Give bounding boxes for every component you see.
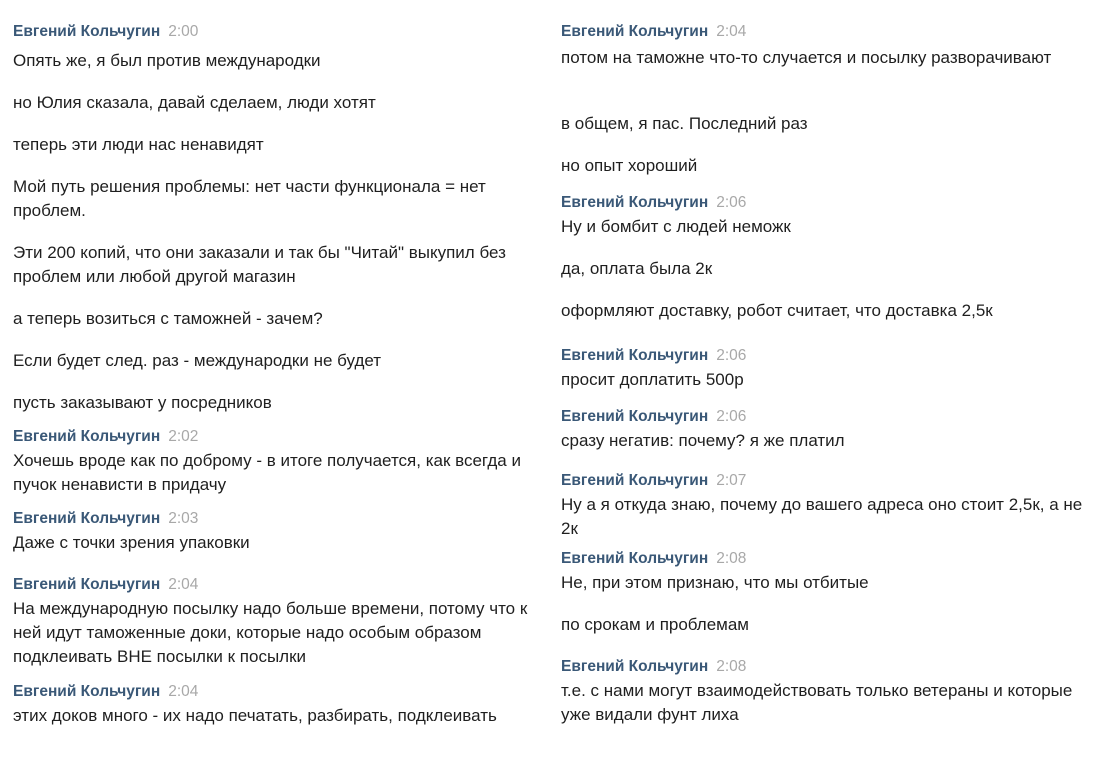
message-time[interactable]: 2:06 [716,347,747,364]
author-name[interactable]: Евгений Кольчугин [561,658,709,675]
author-name[interactable]: Евгений Кольчугин [561,550,709,567]
message-time[interactable]: 2:03 [168,510,199,527]
message-text: теперь эти люди нас ненавидят [13,135,264,154]
message-text: сразу негатив: почему? я же платил [561,431,845,450]
message-time[interactable]: 2:06 [716,408,747,425]
author-name[interactable]: Евгений Кольчугин [561,23,709,40]
message-time[interactable]: 2:04 [716,23,747,40]
message-text: Хочешь вроде как по доброму - в итоге получается, как всегда и пучок ненависти в придачу [13,451,521,494]
message-time[interactable]: 2:08 [716,658,747,675]
message-text: Мой путь решения проблемы: нет части функционала = нет проблем. [13,177,486,220]
message-text: в общем, я пас. Последний раз [561,114,808,133]
message-text: оформляют доставку, робот считает, что доставка 2,5к [561,301,993,320]
message-time[interactable]: 2:00 [168,23,199,40]
message-time[interactable]: 2:08 [716,550,747,567]
message-time[interactable]: 2:06 [716,194,747,211]
message-text: просит доплатить 500р [561,370,744,389]
message-text: но опыт хороший [561,156,698,175]
message-text: Опять же, я был против международки [13,51,321,70]
message-text: т.е. с нами могут взаимодействовать только ветераны и которые уже видали фунт лиха [561,681,1073,724]
message-text: да, оплата была 2к [561,259,713,278]
message-text: этих доков много - их надо печатать, разбирать, подклеивать [13,706,497,725]
message-text: На международную посылку надо больше времени, потому что к ней идут таможенные доки, которые надо особым образом подклеивать ВНЕ посылки к посылки [13,599,528,666]
message-time[interactable]: 2:07 [716,472,747,489]
author-name[interactable]: Евгений Кольчугин [13,510,161,527]
message-text: но Юлия сказала, давай сделаем, люди хотят [13,93,376,112]
message-header [561,549,746,569]
author-name[interactable]: Евгений Кольчугин [13,576,161,593]
message-header [13,575,198,595]
message-text: Даже с точки зрения упаковки [13,533,250,552]
message-text: потом на таможне что-то случается и посылку разворачивают [561,48,1052,67]
message-header [561,193,746,213]
message-text: пусть заказывают у посредников [13,393,272,412]
message-header [13,427,198,447]
message-header [561,471,746,491]
message-text: по срокам и проблемам [561,615,749,634]
author-name[interactable]: Евгений Кольчугин [561,194,709,211]
message-header [13,682,198,702]
author-name[interactable]: Евгений Кольчугин [561,472,709,489]
message-header [13,509,198,529]
message-text: Ну а я откуда знаю, почему до вашего адреса оно стоит 2,5к, а не 2к [561,495,1083,538]
message-header [13,22,198,42]
message-time[interactable]: 2:02 [168,428,199,445]
author-name[interactable]: Евгений Кольчугин [13,23,161,40]
message-text: Не, при этом признаю, что мы отбитые [561,573,869,592]
message-text: Эти 200 копий, что они заказали и так бы "Читай" выкупил без проблем или любой другой магазин [13,243,506,286]
message-text: Если будет след. раз - международки не будет [13,351,382,370]
message-text: а теперь возиться с таможней - зачем? [13,309,323,328]
author-name[interactable]: Евгений Кольчугин [561,347,709,364]
message-header [561,22,746,42]
message-header [561,657,746,677]
author-name[interactable]: Евгений Кольчугин [13,683,161,700]
author-name[interactable]: Евгений Кольчугин [561,408,709,425]
message-text: Ну и бомбит с людей неможк [561,217,791,236]
author-name[interactable]: Евгений Кольчугин [13,428,161,445]
message-time[interactable]: 2:04 [168,576,199,593]
message-header [561,346,746,366]
message-time[interactable]: 2:04 [168,683,199,700]
message-header [561,407,746,427]
